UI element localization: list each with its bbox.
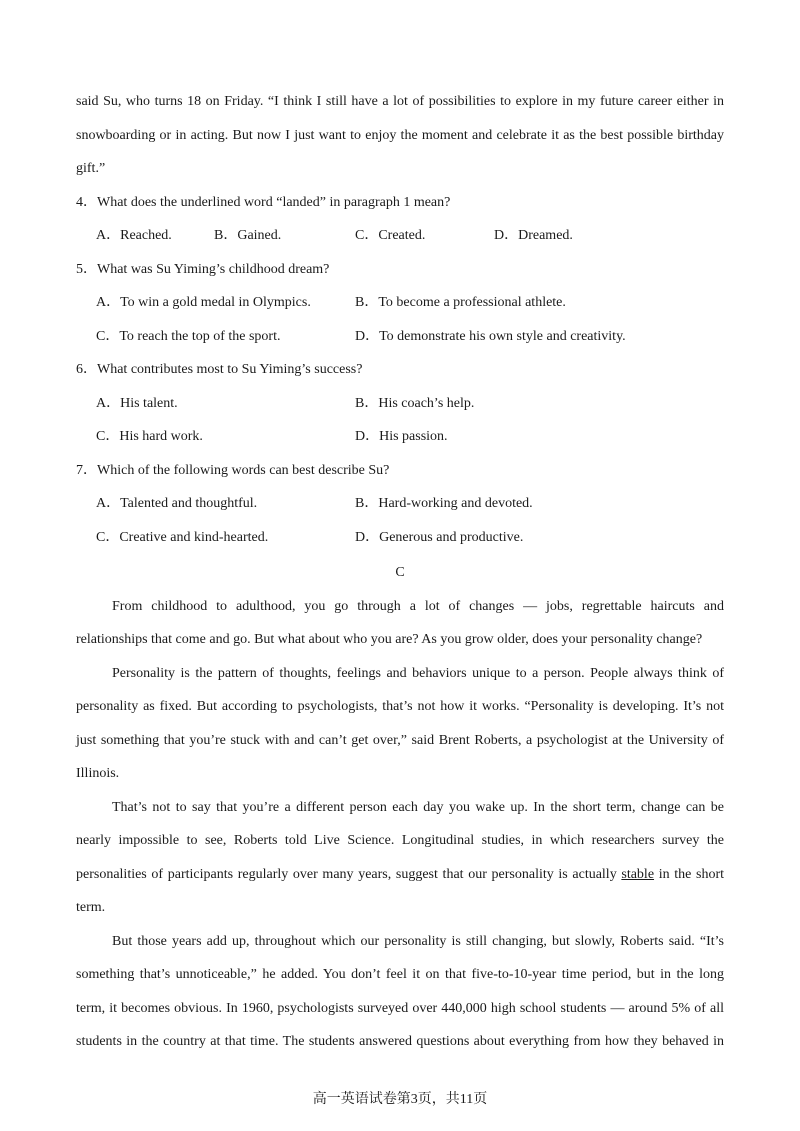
passage-b-line: snowboarding or in acting. But now I just want to enjoy the moment and celebrate it as the best possible birthday (76, 128, 724, 143)
question-stem: 5．What was Su Yiming’s childhood dream? (76, 262, 330, 277)
option-c: C．Creative and kind-hearted. (96, 530, 269, 545)
question-stem: 4．What does the underlined word “landed” in paragraph 1 mean? (76, 195, 451, 210)
option-d: D．To demonstrate his own style and creativity. (355, 329, 626, 344)
paragraph-line: nearly impossible to see, Roberts told Live Science. Longitudinal studies, in which researchers survey the (76, 833, 724, 848)
option-d: D．Generous and productive. (355, 530, 524, 545)
paragraph-line: students in the country at that time. The students answered questions about everything from how they behaved in (76, 1034, 724, 1049)
option-d: D．Dreamed. (494, 228, 573, 243)
option-c: C．To reach the top of the sport. (96, 329, 281, 344)
paragraph-line: Personality is the pattern of thoughts, feelings and behaviors unique to a person. People always think of (112, 666, 724, 681)
paragraph-line: just something that you’re stuck with and can’t get over,” said Brent Roberts, a psychologist at the University of (76, 733, 724, 748)
question-stem: 6．What contributes most to Su Yiming’s success? (76, 362, 363, 377)
paragraph-line: term. (76, 900, 106, 915)
paragraph-line: personalities of participants regularly over many years, suggest that our personality is actually stable in the short (76, 867, 725, 882)
section-heading: C (395, 565, 405, 580)
paragraph-line: term, it becomes obvious. In 1960, psychologists surveyed over 440,000 high school students — around 5% of all (76, 1001, 724, 1016)
passage-b-line: gift.” (76, 161, 106, 176)
option-d: D．His passion. (355, 429, 448, 444)
question-stem: 7．Which of the following words can best describe Su? (76, 463, 390, 478)
option-a: A．Reached. (96, 228, 172, 243)
passage-b-line: said Su, who turns 18 on Friday. “I think I still have a lot of possibilities to explore in my future career either in (76, 94, 724, 109)
paragraph-line: something that’s unnoticeable,” he added. You don’t feel it on that five-to-10-year time period, but in the long (76, 967, 724, 982)
option-c: C．His hard work. (96, 429, 203, 444)
option-b: B．Gained. (214, 228, 282, 243)
paragraph-line: relationships that come and go. But what about who you are? As you grow older, does your personality change? (76, 632, 703, 647)
option-a: A．Talented and thoughtful. (96, 496, 258, 511)
paragraph-line: Illinois. (76, 766, 120, 781)
paragraph-line: But those years add up, throughout which our personality is still changing, but slowly, Roberts said. “It’s (112, 934, 724, 949)
option-b: B．Hard-working and devoted. (355, 496, 533, 511)
paragraph-line: personality as fixed. But according to psychologists, that’s not how it works. “Personality is developing. It’s not (76, 699, 724, 714)
underlined-word: stable (621, 867, 655, 882)
option-b: B．His coach’s help. (355, 396, 475, 411)
paragraph-line: That’s not to say that you’re a different person each day you wake up. In the short term, change can be (112, 800, 724, 815)
option-a: A．His talent. (96, 396, 178, 411)
option-c: C．Created. (355, 228, 426, 243)
page-footer: 高一英语试卷第3页，共11页 (312, 1092, 488, 1107)
paragraph-line: From childhood to adulthood, you go through a lot of changes — jobs, regrettable haircuts and (112, 599, 724, 614)
option-b: B．To become a professional athlete. (355, 295, 566, 310)
option-a: A．To win a gold medal in Olympics. (96, 295, 311, 310)
